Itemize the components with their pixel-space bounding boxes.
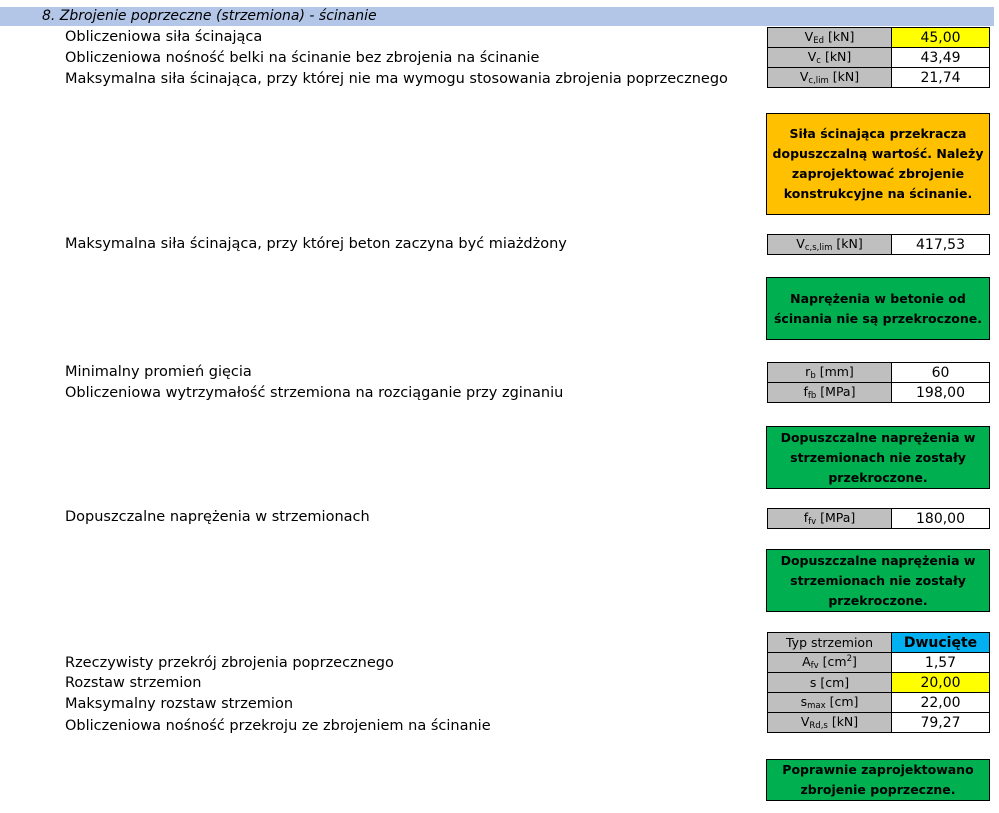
label-smax: Maksymalny rozstaw strzemion bbox=[65, 696, 294, 712]
ok-message-stirrups-2: Dopuszczalne naprężenia w strzemionach nie zostały przekroczone. bbox=[766, 549, 990, 612]
label-ved: Obliczeniowa siła ścinająca bbox=[65, 29, 263, 45]
table-row bbox=[768, 713, 990, 733]
table-row bbox=[768, 48, 990, 68]
value-s[interactable]: 20,00 bbox=[892, 673, 990, 693]
value-vclim: 21,74 bbox=[892, 68, 990, 88]
key-s: s [cm] bbox=[768, 673, 892, 693]
label-vrds: Obliczeniowa nośność przekroju ze zbrojeniem na ścinanie bbox=[65, 718, 491, 734]
value-ffb: 198,00 bbox=[892, 383, 990, 403]
table-row bbox=[768, 653, 990, 673]
stirrup-design-table bbox=[767, 632, 990, 733]
value-vcslim: 417,53 bbox=[892, 235, 990, 255]
table-row bbox=[768, 68, 990, 88]
stirrup-stress-table bbox=[767, 508, 990, 529]
table-row bbox=[768, 28, 990, 48]
table-row bbox=[768, 633, 990, 653]
symbol-smax: $s_{max}$ [cm] bbox=[768, 693, 892, 713]
symbol-ffb: $f_{fb}$ [MPa] bbox=[768, 383, 892, 403]
label-ffb: Obliczeniowa wytrzymałość strzemiona na rozciąganie przy zginaniu bbox=[65, 385, 564, 401]
symbol-afv: $A_{fv}$ $[cm^2]$ bbox=[768, 653, 892, 673]
value-vc: 43,49 bbox=[892, 48, 990, 68]
bending-table bbox=[767, 362, 990, 403]
symbol-ved: $V_{Ed}$ [kN] bbox=[768, 28, 892, 48]
table-row bbox=[768, 383, 990, 403]
value-ffv: 180,00 bbox=[892, 509, 990, 529]
label-s: Rozstaw strzemion bbox=[65, 675, 202, 691]
symbol-vcslim: $V_{c,s,lim}$ [kN] bbox=[768, 235, 892, 255]
ok-message-design: Poprawnie zaprojektowano zbrojenie poprzeczne. bbox=[766, 759, 990, 801]
section-title: 8. Zbrojenie poprzeczne (strzemiona) - ścinanie bbox=[42, 8, 377, 24]
symbol-rb: $r_b$ [mm] bbox=[768, 363, 892, 383]
crushing-table bbox=[767, 234, 990, 255]
value-ved[interactable]: 45,00 bbox=[892, 28, 990, 48]
table-row bbox=[768, 693, 990, 713]
shear-table bbox=[767, 27, 990, 88]
symbol-vrds: $V_{Rd,s}$ [kN] bbox=[768, 713, 892, 733]
warning-message: Siła ścinająca przekracza dopuszczalną wartość. Należy zaprojektować zbrojenie konstrukcyjne na ścinanie. bbox=[766, 113, 990, 215]
label-rb: Minimalny promień gięcia bbox=[65, 364, 252, 380]
label-ffv: Dopuszczalne naprężenia w strzemionach bbox=[65, 509, 370, 525]
table-row bbox=[768, 363, 990, 383]
value-afv: 1,57 bbox=[892, 653, 990, 673]
table-row bbox=[768, 509, 990, 529]
label-vclim: Maksymalna siła ścinająca, przy której nie ma wymogu stosowania zbrojenia poprzecznego bbox=[65, 71, 728, 87]
label-vc: Obliczeniowa nośność belki na ścinanie bez zbrojenia na ścinanie bbox=[65, 50, 540, 66]
label-vcslim: Maksymalna siła ścinająca, przy której beton zaczyna być miażdżony bbox=[65, 236, 567, 252]
value-rb: 60 bbox=[892, 363, 990, 383]
symbol-vclim: $V_{c,lim}$ [kN] bbox=[768, 68, 892, 88]
section-header bbox=[0, 7, 994, 26]
symbol-ffv: $f_{fv}$ [MPa] bbox=[768, 509, 892, 529]
table-row bbox=[768, 235, 990, 255]
label-afv: Rzeczywisty przekrój zbrojenia poprzecznego bbox=[65, 655, 394, 671]
value-vrds: 79,27 bbox=[892, 713, 990, 733]
table-row bbox=[768, 673, 990, 693]
ok-message-stirrups-1: Dopuszczalne naprężenia w strzemionach nie zostały przekroczone. bbox=[766, 426, 990, 489]
ok-message-concrete: Naprężenia w betonie od ścinania nie są przekroczone. bbox=[766, 277, 990, 340]
symbol-vc: $V_c$ [kN] bbox=[768, 48, 892, 68]
value-typ[interactable]: Dwucięte bbox=[892, 633, 990, 653]
value-smax: 22,00 bbox=[892, 693, 990, 713]
key-typ: Typ strzemion bbox=[768, 633, 892, 653]
